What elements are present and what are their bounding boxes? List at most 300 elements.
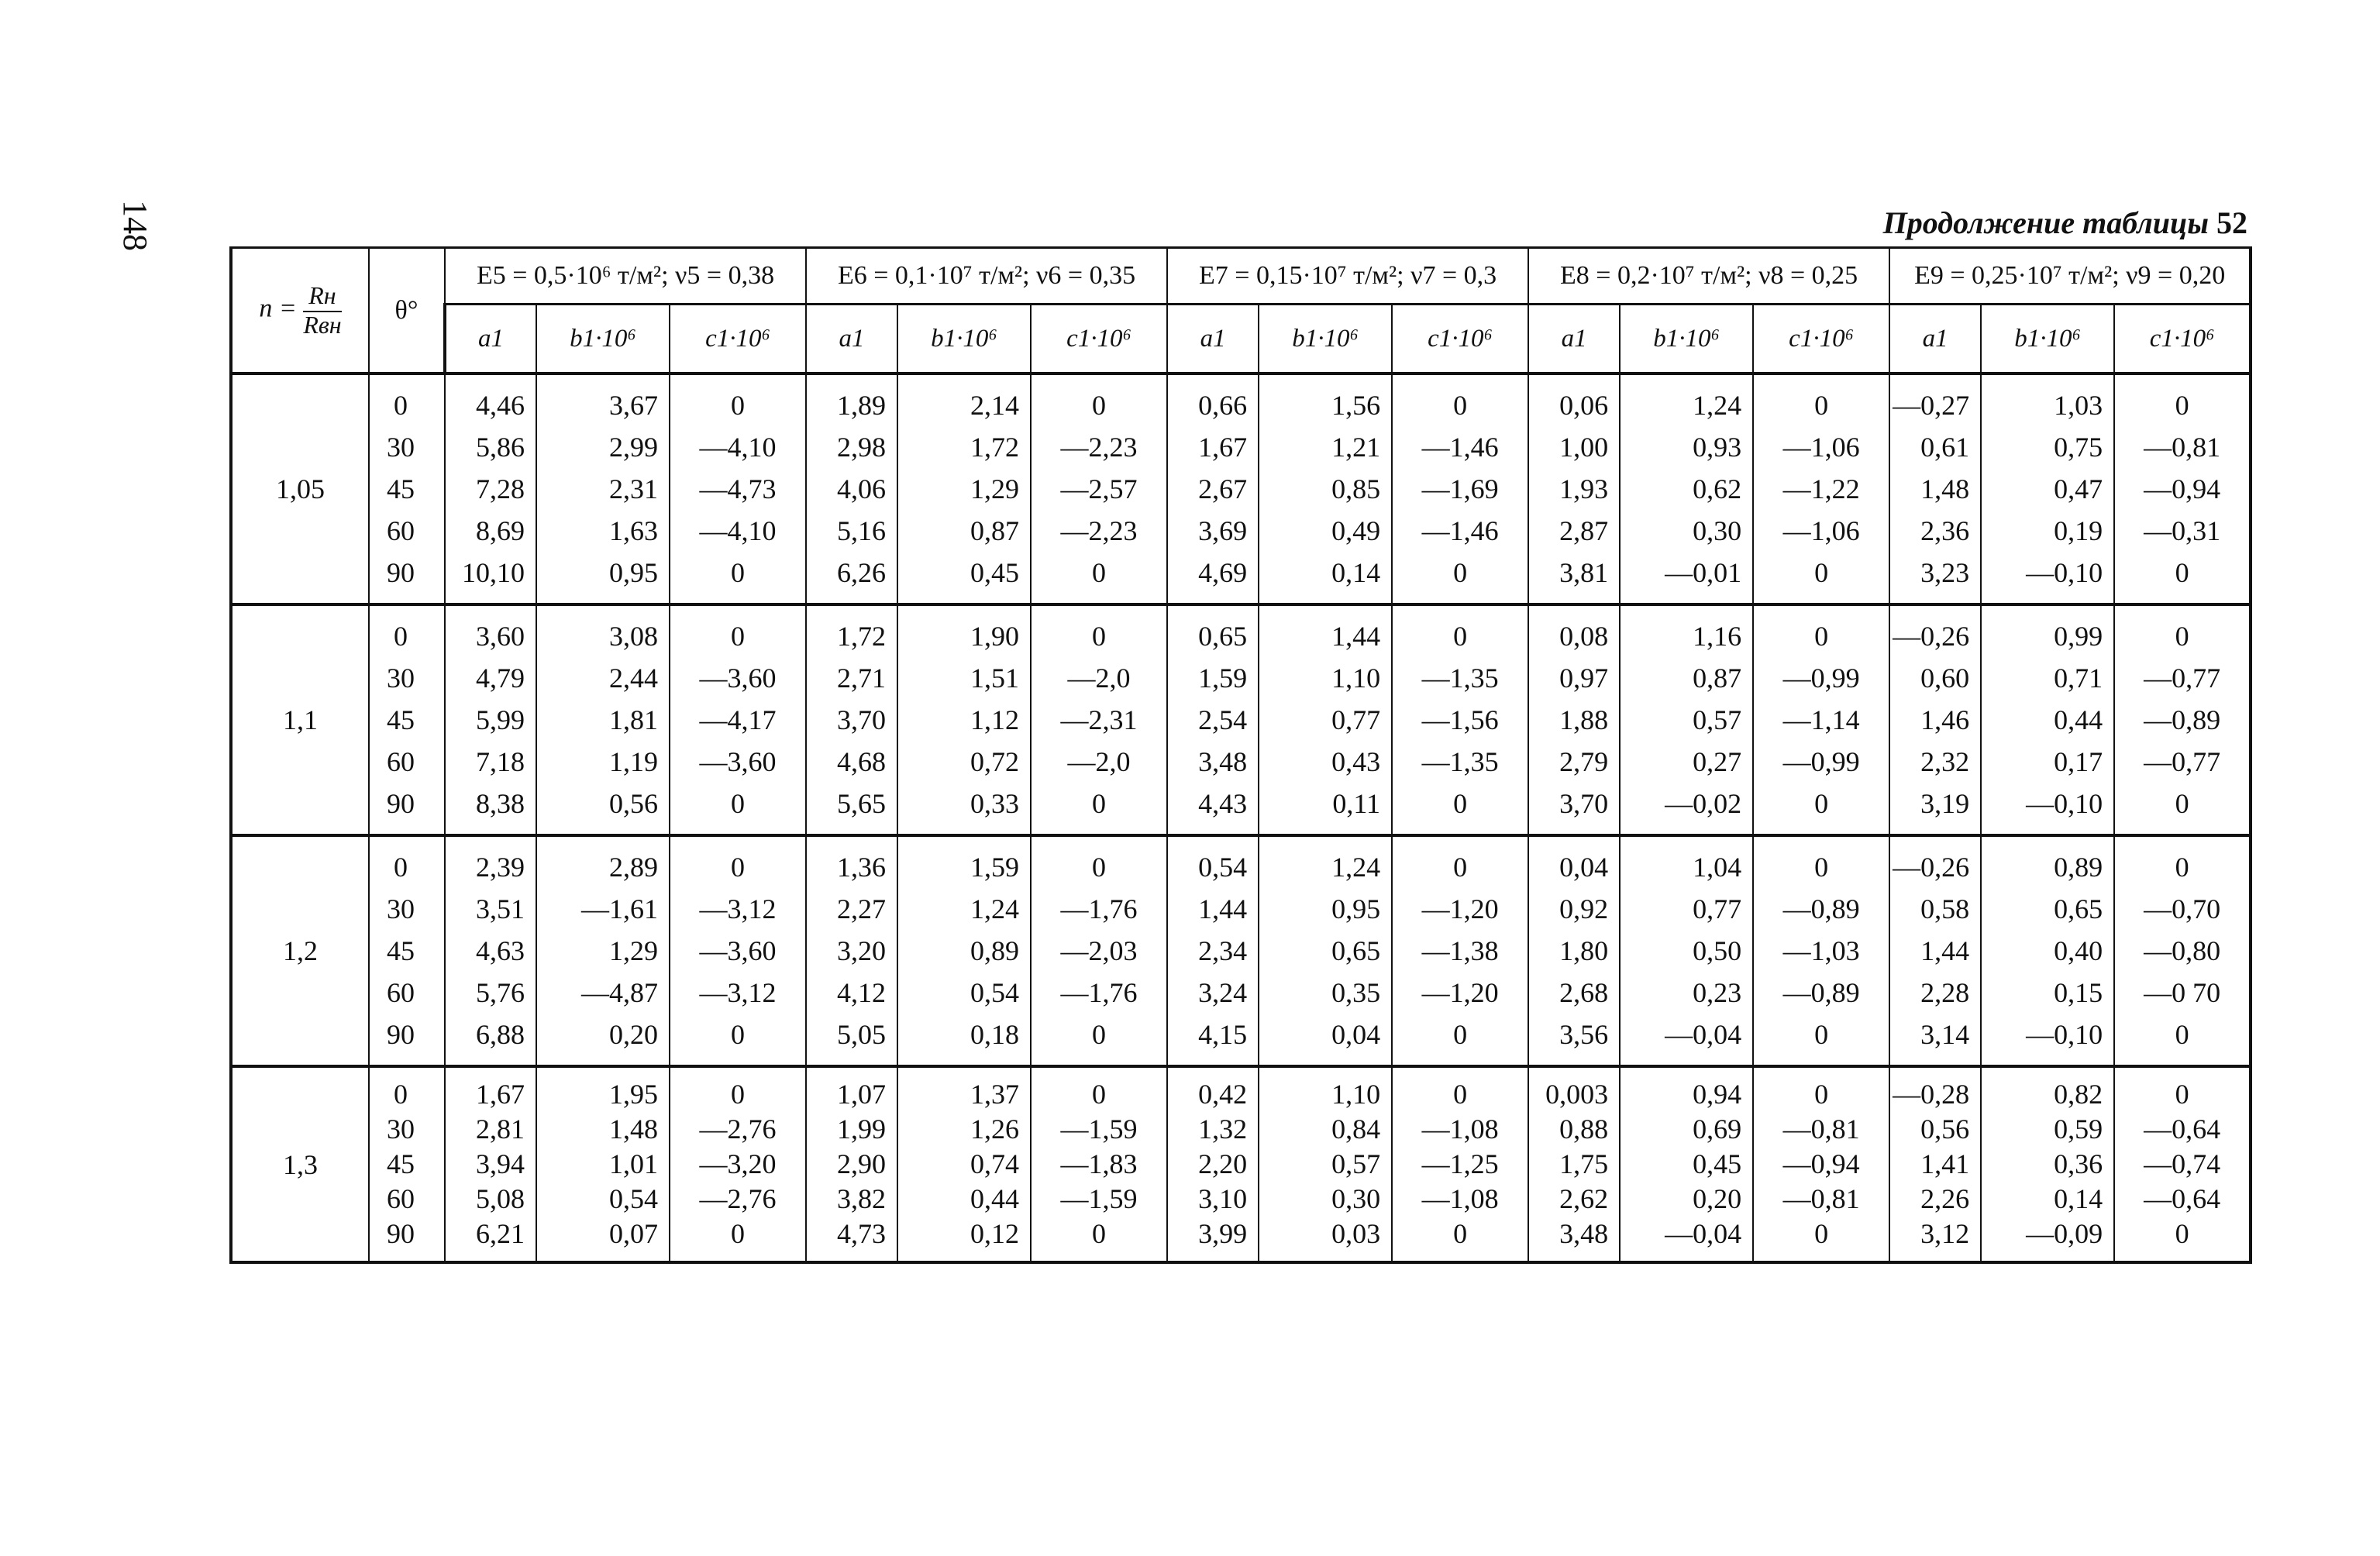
table-cell: —4,87 [581, 977, 658, 1008]
value-column-c1 [1031, 1066, 1167, 1262]
table-cell: —0,80 [2144, 935, 2221, 966]
value-column-c1 [670, 374, 806, 604]
table-cell: 0,17 [2054, 746, 2103, 777]
table-cell: —0,70 [2144, 893, 2221, 924]
theta-value: 30 [387, 432, 415, 463]
n-label: n = [259, 294, 297, 323]
table-cell: 0,19 [2054, 515, 2103, 546]
theta-value: 90 [387, 788, 415, 819]
value-column-a1 [445, 604, 536, 835]
table-cell: 3,19 [1920, 788, 1970, 819]
value-column-a1 [806, 374, 897, 604]
table-cell: —0,10 [2026, 788, 2103, 819]
table-cell: 1,48 [609, 1114, 658, 1145]
table-cell: —1,76 [1060, 977, 1138, 1008]
table-cell: —2,23 [1060, 515, 1138, 546]
value-column-c1 [1753, 1066, 1889, 1262]
value-column-a1 [1167, 835, 1259, 1066]
table-cell: 3,70 [1559, 788, 1609, 819]
header-group-e8: E8 = 0,2·10⁷ т/м²; ν8 = 0,25 [1528, 248, 1889, 305]
table-cell: 1,24 [1331, 852, 1381, 883]
table-cell: 0,65 [2054, 893, 2103, 924]
value-column-a1 [445, 374, 536, 604]
table-cell: —1,46 [1421, 515, 1499, 546]
value-column-a1 [1528, 835, 1620, 1066]
table-cell: 0 [1453, 1079, 1468, 1110]
value-column-b1 [536, 835, 670, 1066]
table-cell: 0,95 [609, 557, 658, 588]
table-cell: 0 [2175, 390, 2189, 421]
header-group-e9: E9 = 0,25·10⁷ т/м²; ν9 = 0,20 [1889, 248, 2251, 305]
table-cell: 0 [731, 621, 746, 652]
table-cell: —2,0 [1067, 663, 1131, 694]
table-cell: —1,08 [1421, 1114, 1499, 1145]
table-cell: —0 70 [2144, 977, 2221, 1008]
table-cell: 0 [2175, 1079, 2189, 1110]
table-cell: 0,61 [1920, 432, 1970, 463]
subheader-b1: b1·10⁶ [1620, 305, 1753, 374]
table-cell: 0 [731, 1218, 746, 1249]
table-cell: 3,51 [476, 893, 525, 924]
table-cell: 0 [2175, 1218, 2189, 1249]
table-cell: 3,69 [1198, 515, 1248, 546]
table-cell: —1,20 [1421, 977, 1499, 1008]
table-cell: —4,10 [699, 515, 777, 546]
table-cell: 1,36 [837, 852, 887, 883]
table-cell: 3,08 [609, 621, 658, 652]
value-column-c1 [670, 835, 806, 1066]
theta-values [369, 374, 445, 604]
table-cell: 1,99 [837, 1114, 887, 1145]
table-cell: 2,26 [1920, 1183, 1970, 1214]
table-cell: 0,20 [609, 1019, 658, 1050]
value-column-b1 [897, 1066, 1031, 1262]
table-cell: 1,95 [609, 1079, 658, 1110]
table-cell: —0,99 [1782, 663, 1860, 694]
table-cell: 0,27 [1693, 746, 1742, 777]
subheader-b1: b1·10⁶ [1259, 305, 1392, 374]
table-cell: 0,74 [970, 1148, 1020, 1179]
value-column-a1 [806, 604, 897, 835]
table-cell: —3,12 [699, 977, 777, 1008]
table-cell: 0,47 [2054, 473, 2103, 504]
table-cell: 0 [2175, 852, 2189, 883]
value-column-a1 [1889, 374, 1981, 604]
table-cell: 1,44 [1198, 893, 1248, 924]
table-cell: 2,27 [837, 893, 887, 924]
table-cell: 0,18 [970, 1019, 1020, 1050]
theta-value: 30 [387, 1114, 415, 1145]
table-cell: —0,31 [2144, 515, 2221, 546]
subheader-a1: a1 [1528, 305, 1620, 374]
table-cell: 0,87 [970, 515, 1020, 546]
table-cell: 0,54 [1198, 852, 1248, 883]
table-cell: 3,60 [476, 621, 525, 652]
data-table [229, 246, 2252, 1264]
table-cell: 0 [1092, 390, 1107, 421]
theta-value: 90 [387, 1218, 415, 1249]
table-cell: 2,36 [1920, 515, 1970, 546]
table-cell: 7,28 [476, 473, 525, 504]
table-cell: —1,06 [1782, 432, 1860, 463]
value-column-b1 [536, 374, 670, 604]
table-cell: 2,62 [1559, 1183, 1609, 1214]
value-column-a1 [445, 835, 536, 1066]
table-cell: 0,50 [1693, 935, 1742, 966]
table-cell: 1,44 [1331, 621, 1381, 652]
table-cell: 0 [1814, 1079, 1829, 1110]
table-cell: 1,75 [1559, 1148, 1609, 1179]
table-cell: 4,12 [837, 977, 887, 1008]
subheader-a1: a1 [806, 305, 897, 374]
theta-value: 45 [387, 1148, 415, 1179]
value-column-a1 [806, 1066, 897, 1262]
row-group [231, 1066, 2251, 1262]
table-cell: —0,26 [1893, 852, 1970, 883]
subheader-c1: c1·10⁶ [2114, 305, 2251, 374]
table-cell: 1,72 [970, 432, 1020, 463]
value-column-b1 [1981, 604, 2114, 835]
table-cell: 2,87 [1559, 515, 1609, 546]
table-cell: 3,48 [1559, 1218, 1609, 1249]
table-cell: 0 [2175, 788, 2189, 819]
table-cell: —1,20 [1421, 893, 1499, 924]
theta-value: 60 [387, 1183, 415, 1214]
table-cell: —2,76 [699, 1183, 777, 1214]
table-row [231, 604, 2251, 835]
value-column-b1 [1981, 374, 2114, 604]
table-cell: 5,08 [476, 1183, 525, 1214]
value-column-b1 [1259, 374, 1392, 604]
table-cell: 4,06 [837, 473, 887, 504]
table-cell: 0 [731, 557, 746, 588]
table-cell: 1,59 [970, 852, 1020, 883]
table-cell: 2,28 [1920, 977, 1970, 1008]
table-cell: —2,03 [1060, 935, 1138, 966]
table-cell: —2,57 [1060, 473, 1138, 504]
table-cell: 0 [1453, 1019, 1468, 1050]
header-group-e7: E7 = 0,15·10⁷ т/м²; ν7 = 0,3 [1167, 248, 1528, 305]
table-cell: —0,02 [1665, 788, 1742, 819]
table-cell: 0 [1814, 557, 1829, 588]
table-cell: 5,16 [837, 515, 887, 546]
table-cell: —0,81 [2144, 432, 2221, 463]
table-row [231, 374, 2251, 604]
table-cell: 2,31 [609, 473, 658, 504]
header-theta: θ° [369, 248, 445, 374]
caption-text: Продолжение таблицы [1882, 205, 2209, 240]
theta-value: 0 [394, 390, 408, 421]
table-cell: 0,71 [2054, 663, 2103, 694]
table-cell: 0 [1814, 1218, 1829, 1249]
table-cell: 0,75 [2054, 432, 2103, 463]
table-cell: 1,72 [837, 621, 887, 652]
table-cell: 0,04 [1331, 1019, 1381, 1050]
value-column-c1 [1392, 604, 1528, 835]
value-column-a1 [1528, 374, 1620, 604]
table-cell: —3,20 [699, 1148, 777, 1179]
table-cell: —0,89 [1782, 977, 1860, 1008]
table-cell: —0,81 [1782, 1114, 1860, 1145]
value-column-a1 [1889, 604, 1981, 835]
table-cell: 0 [1453, 557, 1468, 588]
table-cell: 4,69 [1198, 557, 1248, 588]
table-cell: 0,20 [1693, 1183, 1742, 1214]
table-cell: —3,60 [699, 935, 777, 966]
table-cell: 2,68 [1559, 977, 1609, 1008]
table-cell: 1,63 [609, 515, 658, 546]
table-cell: 0,56 [609, 788, 658, 819]
table-cell: 5,86 [476, 432, 525, 463]
subheader-c1: c1·10⁶ [1392, 305, 1528, 374]
table-cell: 0,56 [1920, 1114, 1970, 1145]
table-cell: 0,65 [1198, 621, 1248, 652]
caption-number: 52 [2216, 205, 2247, 240]
theta-value: 30 [387, 893, 415, 924]
table-cell: 0 [1814, 1019, 1829, 1050]
n-value: 1,05 [231, 374, 369, 604]
subheader-a1: a1 [1167, 305, 1259, 374]
table-cell: 0,54 [970, 977, 1020, 1008]
table-cell: 0 [1453, 621, 1468, 652]
table-cell: 1,59 [1198, 663, 1248, 694]
header-n-ratio [231, 248, 369, 374]
table-cell: 2,32 [1920, 746, 1970, 777]
table-cell: 1,46 [1920, 704, 1970, 735]
table-cell: 6,21 [476, 1218, 525, 1249]
table-cell: 0,15 [2054, 977, 2103, 1008]
table-cell: —0,89 [1782, 893, 1860, 924]
n-denominator: Rвн [303, 310, 342, 339]
table-cell: 0,14 [1331, 557, 1381, 588]
table-cell: 0 [1453, 788, 1468, 819]
table-cell: 0,89 [970, 935, 1020, 966]
table-cell: 1,67 [1198, 432, 1248, 463]
table-cell: —0,99 [1782, 746, 1860, 777]
value-column-a1 [1167, 374, 1259, 604]
table-cell: 1,32 [1198, 1114, 1248, 1145]
value-column-c1 [1753, 604, 1889, 835]
theta-value: 60 [387, 746, 415, 777]
table-cell: 0,89 [2054, 852, 2103, 883]
table-cell: 3,81 [1559, 557, 1609, 588]
table-cell: 4,68 [837, 746, 887, 777]
table-cell: —4,73 [699, 473, 777, 504]
table-cell: 0,84 [1331, 1114, 1381, 1145]
table-cell: 0,57 [1693, 704, 1742, 735]
table-cell: 1,81 [609, 704, 658, 735]
table-row [231, 835, 2251, 1066]
table-caption [1883, 205, 2247, 241]
table-cell: 3,94 [476, 1148, 525, 1179]
theta-value: 45 [387, 935, 415, 966]
value-column-c1 [1753, 374, 1889, 604]
table-cell: 0,35 [1331, 977, 1381, 1008]
value-column-b1 [1259, 1066, 1392, 1262]
table-cell: —0,77 [2144, 746, 2221, 777]
table-cell: —1,69 [1421, 473, 1499, 504]
table-cell: 0,69 [1693, 1114, 1742, 1145]
value-column-b1 [536, 1066, 670, 1262]
table-cell: 5,65 [837, 788, 887, 819]
table-cell: 0,93 [1693, 432, 1742, 463]
n-value: 1,3 [231, 1066, 369, 1262]
table-cell: —2,76 [699, 1114, 777, 1145]
table-cell: 1,26 [970, 1114, 1020, 1145]
value-column-c1 [1031, 374, 1167, 604]
table-cell: 1,90 [970, 621, 1020, 652]
table-cell: 1,21 [1331, 432, 1381, 463]
theta-values [369, 604, 445, 835]
table-cell: —1,08 [1421, 1183, 1499, 1214]
table-cell: 0,12 [970, 1218, 1020, 1249]
subheader-a1: a1 [1889, 305, 1981, 374]
table-cell: 2,98 [837, 432, 887, 463]
value-column-b1 [1620, 1066, 1753, 1262]
table-cell: 5,99 [476, 704, 525, 735]
table-cell: 1,67 [476, 1079, 525, 1110]
table-cell: —0,81 [1782, 1183, 1860, 1214]
table-cell: 0,92 [1559, 893, 1609, 924]
table-cell: 4,15 [1198, 1019, 1248, 1050]
table-cell: 3,12 [1920, 1218, 1970, 1249]
n-numerator: Rн [303, 283, 341, 312]
subheader-b1: b1·10⁶ [1981, 305, 2114, 374]
table-cell: 1,19 [609, 746, 658, 777]
table-cell: 0,77 [1693, 893, 1742, 924]
value-column-c1 [670, 1066, 806, 1262]
table-cell: 0,65 [1331, 935, 1381, 966]
value-column-c1 [1031, 835, 1167, 1066]
table-cell: —0,04 [1665, 1019, 1742, 1050]
table-cell: 0,85 [1331, 473, 1381, 504]
table-cell: 0 [731, 390, 746, 421]
table-cell: —1,83 [1060, 1148, 1138, 1179]
table-cell: 10,10 [462, 557, 525, 588]
value-column-a1 [1889, 835, 1981, 1066]
table-cell: —3,60 [699, 663, 777, 694]
table-cell: —1,59 [1060, 1114, 1138, 1145]
table-cell: 0,33 [970, 788, 1020, 819]
theta-value: 0 [394, 1079, 408, 1110]
table-cell: —0,64 [2144, 1183, 2221, 1214]
table-cell: 1,37 [970, 1079, 1020, 1110]
table-cell: —0,94 [1782, 1148, 1860, 1179]
subheader-c1: c1·10⁶ [1753, 305, 1889, 374]
table-cell: 3,48 [1198, 746, 1248, 777]
table-cell: —1,03 [1782, 935, 1860, 966]
table-cell: 1,00 [1559, 432, 1609, 463]
table-cell: 4,63 [476, 935, 525, 966]
table-cell: 0,003 [1545, 1079, 1609, 1110]
theta-value: 90 [387, 557, 415, 588]
value-column-c1 [1392, 1066, 1528, 1262]
table-cell: 7,18 [476, 746, 525, 777]
value-column-b1 [897, 835, 1031, 1066]
table-cell: 0,66 [1198, 390, 1248, 421]
table-cell: 0,04 [1559, 852, 1609, 883]
table-cell: 1,24 [970, 893, 1020, 924]
table-cell: 8,69 [476, 515, 525, 546]
table-cell: 0,49 [1331, 515, 1381, 546]
row-group [231, 835, 2251, 1066]
table-cell: —2,0 [1067, 746, 1131, 777]
table-cell: 0 [1092, 1079, 1107, 1110]
table-cell: 4,43 [1198, 788, 1248, 819]
table-cell: 0,43 [1331, 746, 1381, 777]
table-cell: 1,04 [1693, 852, 1742, 883]
table-cell: 2,81 [476, 1114, 525, 1145]
table-cell: 6,88 [476, 1019, 525, 1050]
value-column-b1 [897, 374, 1031, 604]
table-cell: —0,27 [1893, 390, 1970, 421]
table-cell: —1,59 [1060, 1183, 1138, 1214]
table-cell: 2,39 [476, 852, 525, 883]
table-cell: 0,99 [2054, 621, 2103, 652]
value-column-b1 [1620, 604, 1753, 835]
subheader-b1: b1·10⁶ [897, 305, 1031, 374]
table-cell: 0,95 [1331, 893, 1381, 924]
table-cell: 0 [731, 788, 746, 819]
page-number: 148 [116, 200, 154, 251]
table-cell: 3,70 [837, 704, 887, 735]
table-cell: 0 [1453, 852, 1468, 883]
table-cell: 1,29 [970, 473, 1020, 504]
table-cell: 0,87 [1693, 663, 1742, 694]
table-cell: 0 [1814, 390, 1829, 421]
value-column-c1 [2114, 604, 2251, 835]
row-group [231, 374, 2251, 604]
value-column-a1 [806, 835, 897, 1066]
table-cell: 1,07 [837, 1079, 887, 1110]
value-column-b1 [1620, 835, 1753, 1066]
header-group-e6: E6 = 0,1·10⁷ т/м²; ν6 = 0,35 [806, 248, 1167, 305]
theta-value: 60 [387, 515, 415, 546]
table-cell: 0,44 [970, 1183, 1020, 1214]
value-column-c1 [1753, 835, 1889, 1066]
table-cell: —0,10 [2026, 1019, 2103, 1050]
table-cell: 0 [731, 852, 746, 883]
table-cell: —1,35 [1421, 663, 1499, 694]
table-cell: 1,01 [609, 1148, 658, 1179]
table-cell: 3,10 [1198, 1183, 1248, 1214]
table-cell: 0 [1092, 852, 1107, 883]
value-column-c1 [1031, 604, 1167, 835]
table-cell: 0,45 [970, 557, 1020, 588]
table-cell: 1,03 [2054, 390, 2103, 421]
table-cell: 0,88 [1559, 1114, 1609, 1145]
value-column-a1 [1167, 604, 1259, 835]
table-cell: 8,38 [476, 788, 525, 819]
theta-value: 45 [387, 473, 415, 504]
table-cell: —0,04 [1665, 1218, 1742, 1249]
table-cell: 3,99 [1198, 1218, 1248, 1249]
table-cell: —1,35 [1421, 746, 1499, 777]
table-cell: 0 [2175, 557, 2189, 588]
value-column-c1 [1392, 835, 1528, 1066]
table-cell: —2,31 [1060, 704, 1138, 735]
theta-value: 45 [387, 704, 415, 735]
table-cell: 3,23 [1920, 557, 1970, 588]
table-cell: —1,25 [1421, 1148, 1499, 1179]
table-cell: 1,16 [1693, 621, 1742, 652]
table-cell: 2,89 [609, 852, 658, 883]
table-cell: 0,54 [609, 1183, 658, 1214]
table-cell: 1,89 [837, 390, 887, 421]
table-cell: 3,20 [837, 935, 887, 966]
table-cell: —1,56 [1421, 704, 1499, 735]
table-cell: 0,07 [609, 1218, 658, 1249]
